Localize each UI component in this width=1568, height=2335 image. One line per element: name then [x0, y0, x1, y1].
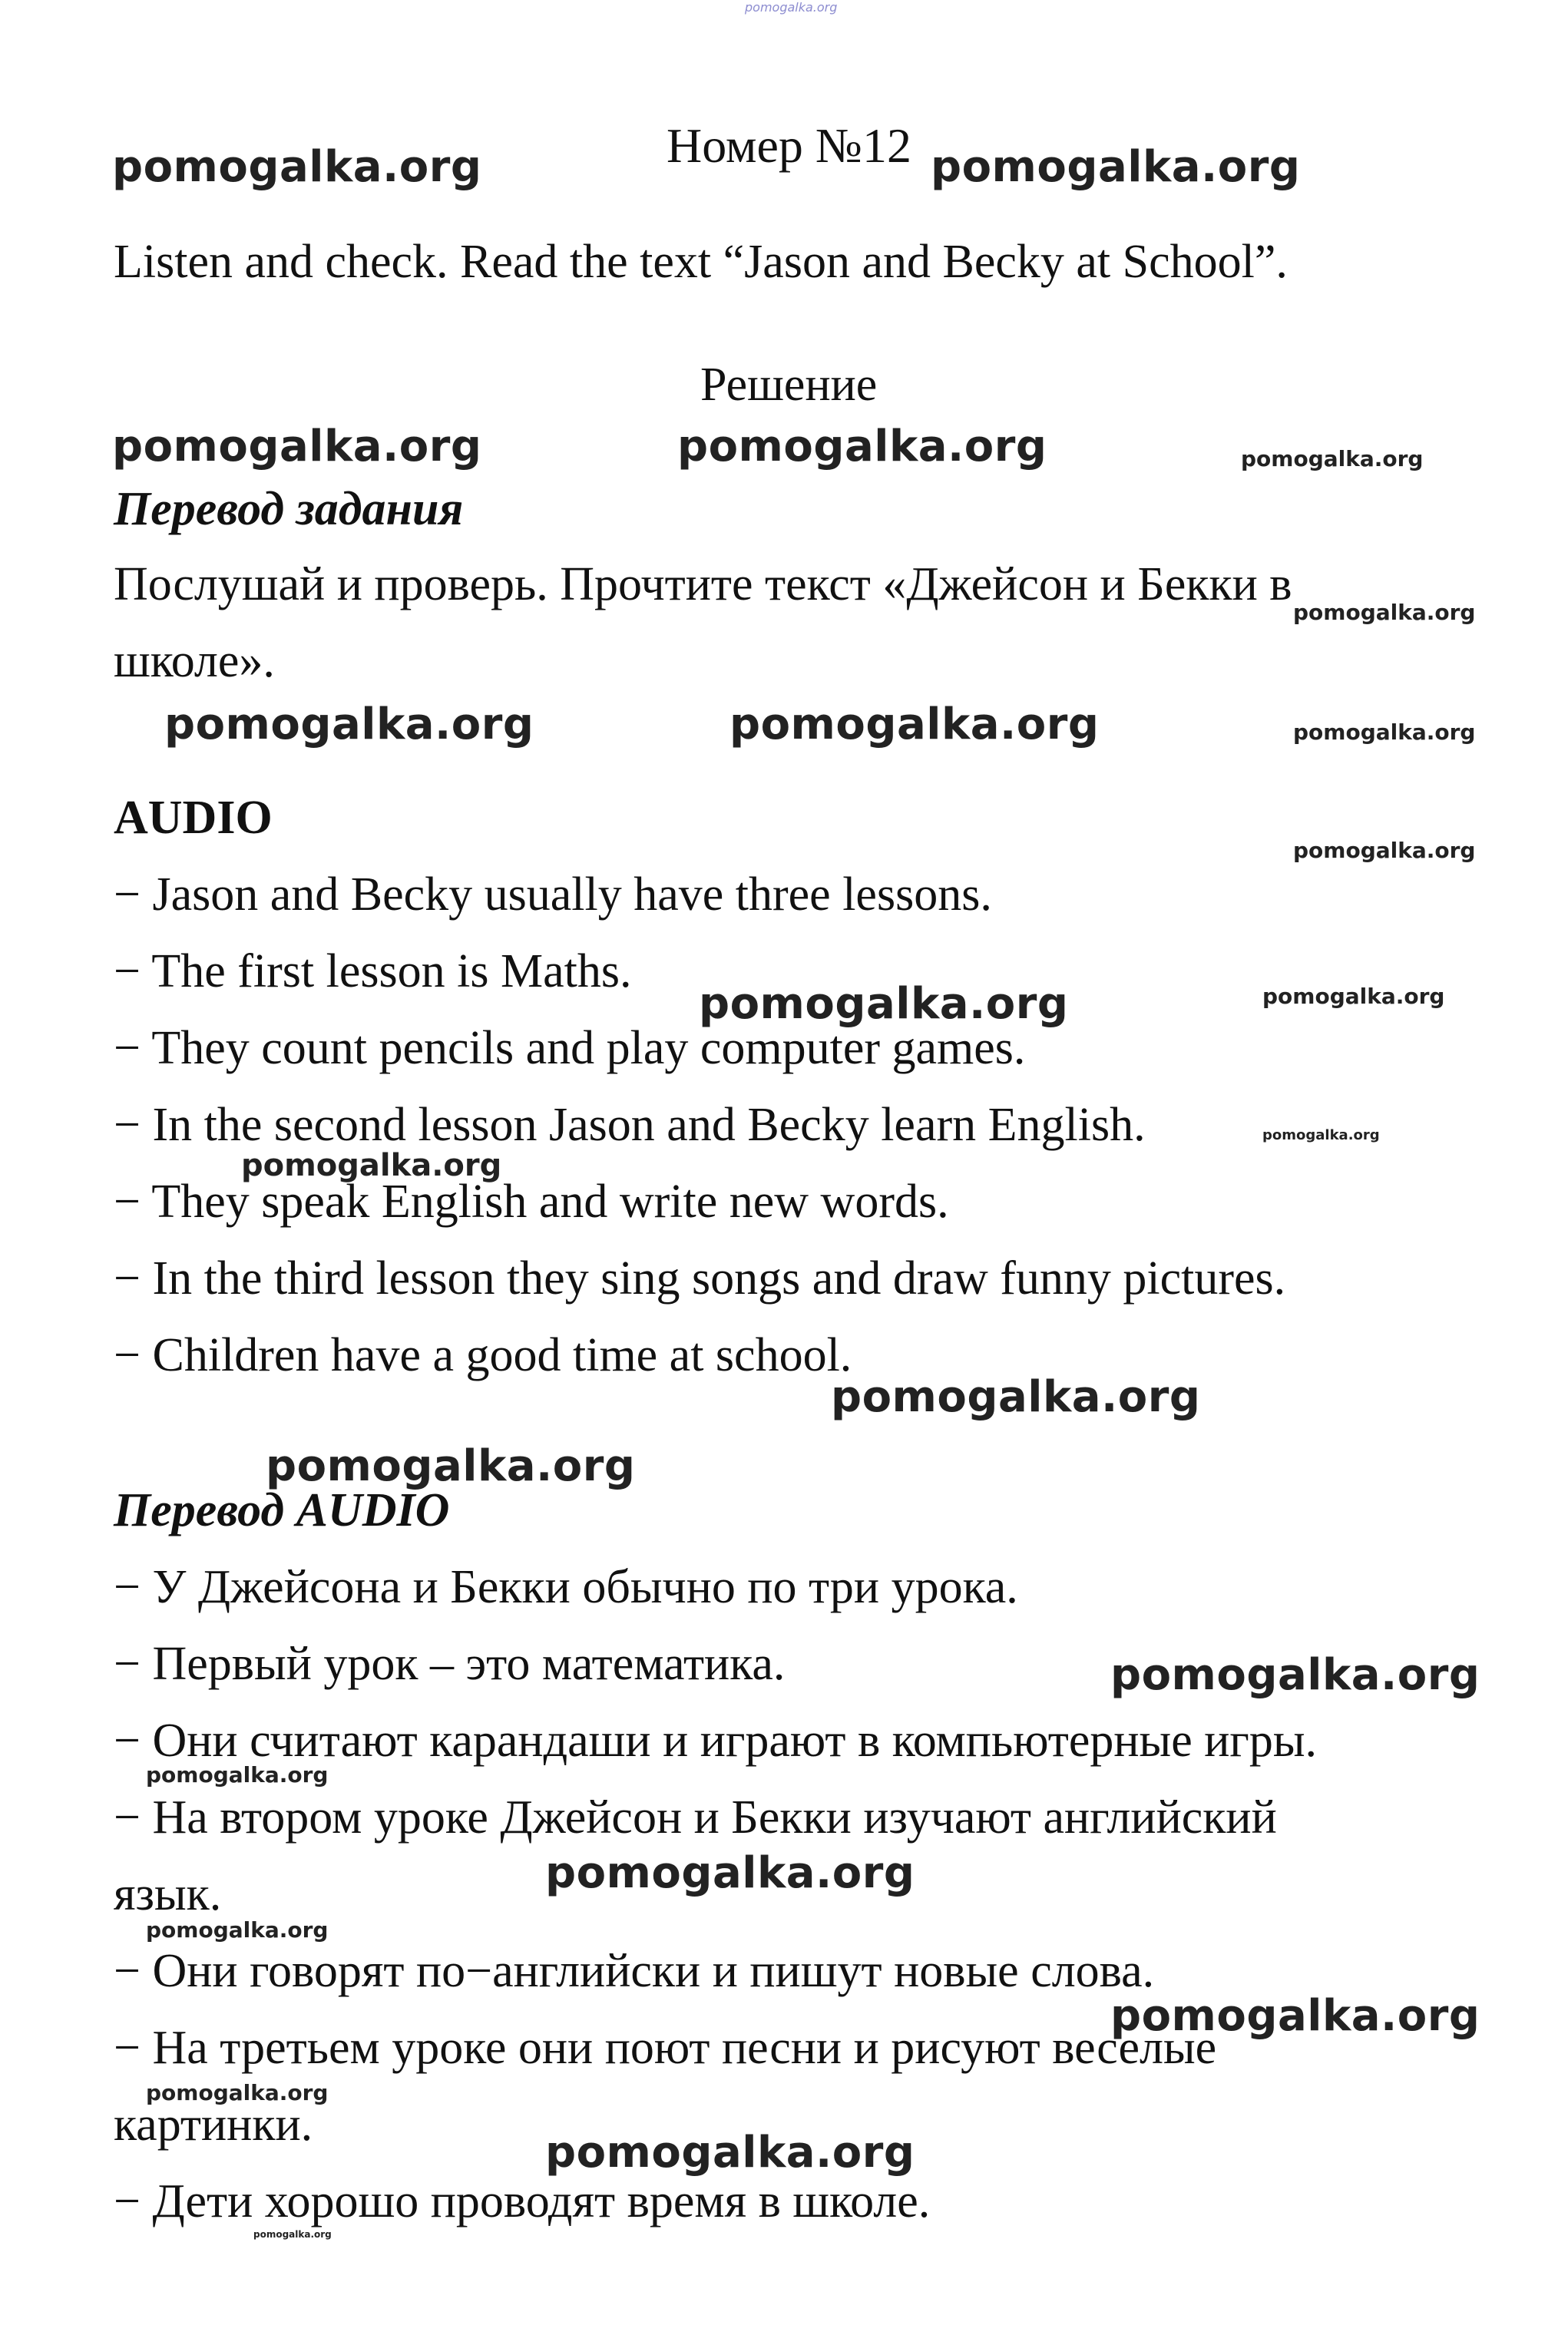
audio-translation-line: − Они говорят по−английски и пишут новые слова.	[114, 1945, 1155, 1997]
header-watermark: pomogalka.org	[745, 0, 838, 15]
audio-translation-line: картинки.	[114, 2099, 313, 2151]
watermark: pomogalka.org	[545, 2128, 915, 2178]
watermark: pomogalka.org	[164, 700, 534, 749]
watermark: pomogalka.org	[1262, 984, 1445, 1009]
watermark: pomogalka.org	[1262, 1127, 1380, 1143]
audio-translation-line: − Они считают карандаши и играют в компьютерные игры.	[114, 1715, 1317, 1767]
watermark: pomogalka.org	[146, 1762, 329, 1788]
translation-line-1: Послушай и проверь. Прочтите текст «Джейсон и Бекки в	[114, 558, 1292, 610]
watermark: pomogalka.org	[112, 422, 482, 471]
watermark: pomogalka.org	[1110, 1991, 1480, 2041]
translation-heading: Перевод задания	[114, 483, 464, 535]
audio-line: − In the second lesson Jason and Becky learn English.	[114, 1099, 1146, 1151]
task-text: Listen and check. Read the text “Jason and Becky at School”.	[114, 236, 1288, 288]
audio-heading: AUDIO	[114, 792, 273, 844]
audio-line: − They speak English and write new words.	[114, 1176, 949, 1228]
audio-line: − They count pencils and play computer games.	[114, 1022, 1026, 1074]
watermark: pomogalka.org	[146, 2080, 329, 2105]
watermark: pomogalka.org	[1293, 838, 1476, 863]
watermark: pomogalka.org	[266, 1441, 636, 1491]
audio-line: − The first lesson is Maths.	[114, 945, 632, 997]
audio-line: − In the third lesson they sing songs and draw funny pictures.	[114, 1252, 1286, 1305]
audio-translation-line: − Дети хорошо проводят время в школе.	[114, 2175, 931, 2228]
audio-translation-line: − На третьем уроке они поют песни и рисуют веселые	[114, 2022, 1217, 2074]
audio-translation-line: язык.	[114, 1868, 222, 1920]
watermark: pomogalka.org	[1110, 1650, 1480, 1700]
watermark: pomogalka.org	[253, 2229, 332, 2240]
watermark: pomogalka.org	[1293, 600, 1476, 625]
watermark: pomogalka.org	[931, 142, 1301, 192]
page-title: Номер №12	[667, 118, 911, 173]
watermark: pomogalka.org	[1241, 446, 1424, 471]
watermark: pomogalka.org	[699, 979, 1069, 1029]
audio-line: − Jason and Becky usually have three lessons.	[114, 868, 992, 921]
watermark: pomogalka.org	[729, 700, 1100, 749]
audio-translation-heading: Перевод AUDIO	[114, 1484, 450, 1536]
audio-translation-line: − Первый урок – это математика.	[114, 1638, 786, 1690]
watermark: pomogalka.org	[831, 1372, 1201, 1422]
audio-translation-line: − На втором уроке Джейсон и Бекки изучают английский	[114, 1791, 1277, 1844]
watermark: pomogalka.org	[545, 1848, 915, 1898]
watermark: pomogalka.org	[112, 142, 482, 192]
watermark: pomogalka.org	[677, 422, 1047, 471]
translation-line-2: школе».	[114, 635, 275, 687]
watermark: pomogalka.org	[146, 1917, 329, 1943]
solution-heading: Решение	[700, 359, 878, 411]
watermark: pomogalka.org	[241, 1148, 502, 1183]
audio-line: − Children have a good time at school.	[114, 1329, 852, 1381]
audio-translation-line: − У Джейсона и Бекки обычно по три урока.	[114, 1561, 1018, 1613]
watermark: pomogalka.org	[1293, 719, 1476, 745]
